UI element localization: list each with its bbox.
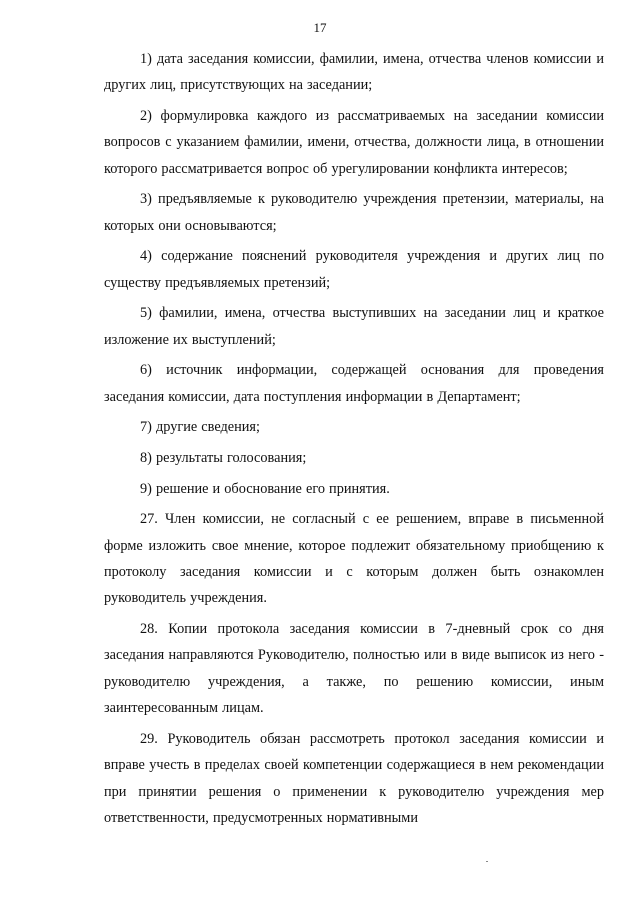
paragraph-item-3: 3) предъявляемые к руководителю учреждения претензии, материалы, на которых они основываются; <box>104 191 604 234</box>
document-body <box>104 46 604 836</box>
paragraph-clause-27: 27. Член комиссии, не согласный с ее решением, вправе в письменной форме изложить свое мнение, которое подлежит обязательному приобщению к протоколу заседания комиссии и с которым должен быть ознакомлен руководитель учреждения. <box>104 511 604 607</box>
paragraph-clause-28: 28. Копии протокола заседания комиссии в 7-дневный срок со дня заседания направляются Руководителю, полностью или в виде выписок из него - руководителю учреждения, а также, по решению комиссии, иным заинтересованным лицам. <box>104 621 604 717</box>
paragraph-item-6: 6) источник информации, содержащей основания для проведения заседания комиссии, дата поступления информации в Департамент; <box>104 362 604 405</box>
paragraph-item-2: 2) формулировка каждого из рассматриваемых на заседании комиссии вопросов с указанием фамилии, имени, отчества, должности лица, в отношении которого рассматривается вопрос об урегулировании конфликта интересов; <box>104 108 604 177</box>
paragraph-item-1: 1) дата заседания комиссии, фамилии, имена, отчества членов комиссии и других лиц, присутствующих на заседании; <box>104 51 604 94</box>
paragraph-item-9: 9) решение и обоснование его принятия. <box>140 480 390 497</box>
paragraph-item-5: 5) фамилии, имена, отчества выступивших на заседании лиц и краткое изложение их выступлений; <box>104 305 604 348</box>
paragraph-clause-29: 29. Руководитель обязан рассмотреть протокол заседания комиссии и вправе учесть в пределах своей компетенции содержащиеся в нем рекомендации при принятии решения о применении к руководителю учреждения мер ответственности, предусмотренных нормативными <box>104 730 604 827</box>
page-number: 17 <box>313 20 327 35</box>
paragraph-item-4: 4) содержание пояснений руководителя учреждения и других лиц по существу предъявляемых претензий; <box>104 248 604 291</box>
paragraph-item-7: 7) другие сведения; <box>140 419 260 436</box>
scan-speck <box>486 861 488 862</box>
paragraph-item-8: 8) результаты голосования; <box>140 450 307 466</box>
